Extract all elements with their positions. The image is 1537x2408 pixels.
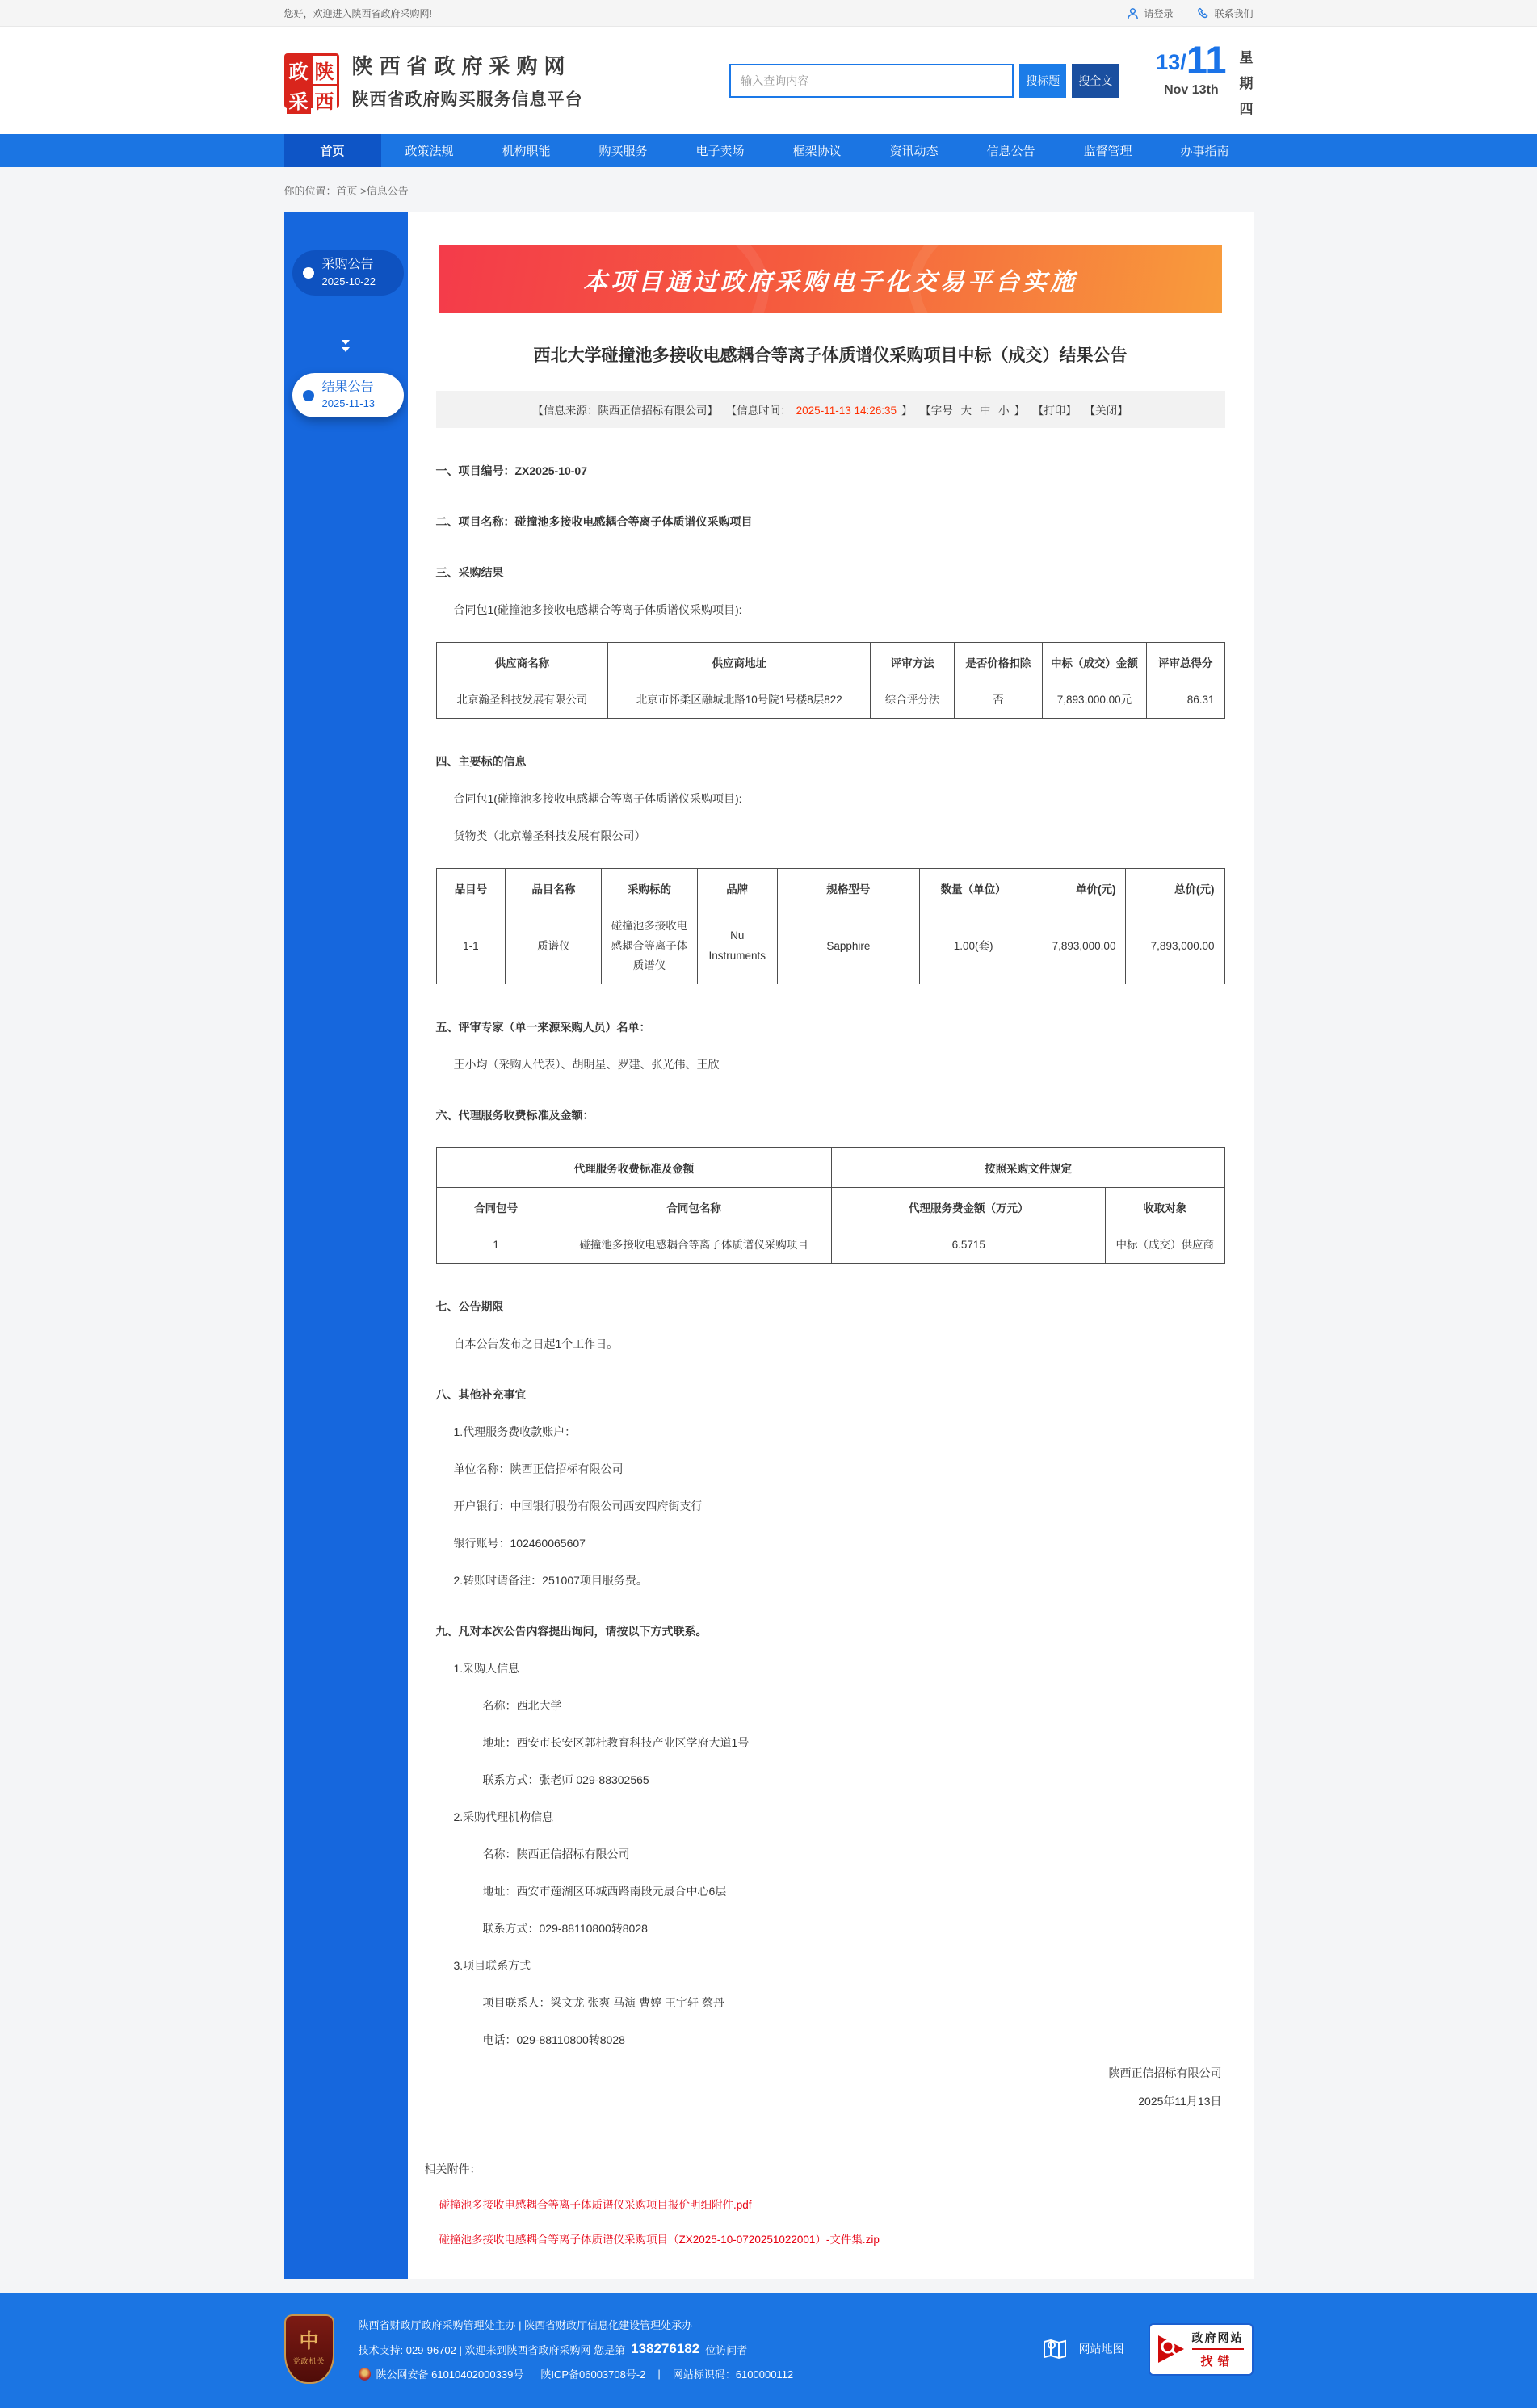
top-utility-bar — [0, 0, 1537, 27]
timeline-dot — [303, 390, 314, 401]
contact-line: 名称：西北大学 — [482, 1699, 562, 1713]
info-time: 2025-11-13 14:26:35 — [796, 405, 897, 417]
section-main-subject-info: 四、主要标的信息 — [435, 755, 527, 769]
section-experts: 五、评审专家（单一来源采购人员）名单： — [435, 1021, 651, 1034]
icp-beian-link[interactable]: 陕ICP备06003708号-2 — [540, 2368, 646, 2381]
main-nav — [0, 134, 1537, 167]
nav-item-functions[interactable]: 机构职能 — [502, 145, 551, 158]
contact-line: 1.采购人信息 — [453, 1662, 520, 1676]
announcement-period-text: 自本公告发布之日起1个工作日。 — [453, 1337, 619, 1351]
date-month: 11 — [1186, 38, 1227, 81]
contact-line: 联系方式：张老师 029-88302565 — [482, 1773, 649, 1787]
col-price-deduction: 是否价格扣除 — [954, 643, 1042, 682]
col-supplier-address: 供应商地址 — [608, 643, 871, 682]
info-source: 【信息来源：陕西正信招标有限公司】 — [532, 405, 718, 417]
sitemap-link[interactable]: 网站地图 — [1040, 2335, 1124, 2364]
col-procurement-subject: 采购标的 — [602, 869, 697, 908]
announcement-content — [408, 212, 1254, 2279]
search-title-button[interactable]: 搜标题 — [1019, 64, 1066, 98]
search-bar — [729, 64, 1119, 98]
contact-line: 地址：西安市莲湖区环城西路南段元晟合中心6层 — [482, 1885, 727, 1898]
nav-item-policies[interactable]: 政策法规 — [405, 145, 454, 158]
contact-line: 电话：029-88110800转8028 — [482, 2033, 625, 2047]
contact-line: 名称：陕西正信招标有限公司 — [482, 1848, 630, 1861]
package-note: 合同包1(碰撞池多接收电感耦合等离子体质谱仪采购项目): — [453, 603, 742, 616]
search-fulltext-button[interactable]: 搜全文 — [1072, 64, 1119, 98]
site-footer — [0, 2293, 1537, 2408]
search-input[interactable] — [729, 64, 1014, 98]
site-code: 网站标识码：6100000112 — [672, 2368, 794, 2381]
gongan-beian-link[interactable]: 陕公网安备 61010402000339号 — [376, 2368, 524, 2381]
experts-list: 王小均（采购人代表）、胡明星、罗建、张光伟、王欣 — [453, 1058, 720, 1072]
col-package-no: 合同包号 — [436, 1188, 556, 1227]
nav-item-emall[interactable]: 电子卖场 — [695, 145, 745, 158]
contact-line: 2.采购代理机构信息 — [453, 1810, 554, 1824]
error-finder-icon — [1158, 2334, 1186, 2364]
attachments-label: 相关附件： — [424, 2163, 481, 2176]
supplementary-line: 1.代理服务费收款账户： — [453, 1425, 577, 1439]
supplementary-line: 单位名称：陕西正信招标有限公司 — [453, 1462, 624, 1476]
site-header — [0, 27, 1537, 134]
nav-item-supervision[interactable]: 监督管理 — [1083, 145, 1132, 158]
col-quantity: 数量（单位） — [919, 869, 1027, 908]
nav-item-purchase-services[interactable]: 购买服务 — [598, 145, 648, 158]
supplier-result-table — [436, 642, 1225, 719]
col-group-per-document: 按照采购文件规定 — [832, 1148, 1224, 1188]
attachment-link-zip[interactable]: 碰撞池多接收电感耦合等离子体质谱仪采购项目（ZX2025-10-0720251022001）-文件集.zip — [439, 2234, 880, 2246]
breadcrumb-separator: > — [357, 185, 367, 197]
supplementary-line: 开户银行：中国银行股份有限公司西安四府街支行 — [453, 1500, 703, 1513]
phone-icon — [1197, 7, 1209, 19]
date-widget — [1156, 38, 1254, 118]
nav-item-news[interactable]: 资讯动态 — [889, 145, 939, 158]
print-button[interactable]: 【打印】 — [1032, 405, 1077, 417]
fontsize-prefix: 【字号 — [920, 405, 953, 417]
weekday-label: 星 期 四 — [1239, 50, 1254, 117]
login-link[interactable]: 请登录 — [1127, 6, 1173, 20]
nav-item-framework[interactable]: 框架协议 — [792, 145, 842, 158]
subject-detail-table — [436, 868, 1225, 984]
col-total-score: 评审总得分 — [1146, 643, 1224, 682]
visitor-count: 138276182 — [631, 2341, 700, 2357]
package-note-2: 合同包1(碰撞池多接收电感耦合等离子体质谱仪采购项目): — [453, 792, 742, 806]
party-government-badge: 中 党政机关 — [284, 2314, 334, 2384]
col-item-name: 品目名称 — [506, 869, 602, 908]
col-award-amount: 中标（成交）金额 — [1043, 643, 1147, 682]
supplementary-line: 银行账号：102460065607 — [453, 1537, 586, 1550]
section-procurement-result: 三、采购结果 — [435, 566, 504, 579]
contact-line: 联系方式：029-88110800转8028 — [482, 1922, 648, 1936]
announcement-timeline-sidebar — [284, 212, 408, 2279]
site-subtitle: 陕西省政府购买服务信息平台 — [351, 90, 583, 109]
col-review-method: 评审方法 — [871, 643, 954, 682]
footer-support-line: 技术支持: 029-96702 | 欢迎来到陕西省政府采购网 您是第 138276182 位访问者 — [358, 2341, 748, 2357]
col-package-name: 合同包名称 — [556, 1188, 832, 1227]
signature-date: 2025年11月13日 — [1138, 2095, 1222, 2108]
contact-line: 项目联系人：梁文龙 张爽 马演 曹婷 王宇轩 蔡丹 — [482, 1996, 724, 2010]
timeline-arrow-icon — [284, 317, 408, 352]
supplementary-line: 2.转账时请备注：251007项目服务费。 — [453, 1574, 648, 1588]
col-fee-payer: 收取对象 — [1106, 1188, 1224, 1227]
col-group-fee-standard: 代理服务收费标准及金额 — [436, 1148, 832, 1188]
gov-site-error-report-badge[interactable]: 政府网站 找错 — [1149, 2323, 1254, 2376]
public-security-badge-icon — [359, 2368, 371, 2381]
breadcrumb-current: 信息公告 — [366, 185, 409, 197]
timeline-dot — [303, 267, 314, 279]
section-announcement-period: 七、公告期限 — [435, 1300, 504, 1314]
section-project-number: 一、项目编号：ZX2025-10-07 — [435, 464, 588, 477]
col-item-no: 品目号 — [436, 869, 506, 908]
signature-company: 陕西正信招标有限公司 — [1108, 2066, 1222, 2080]
col-unit-price: 单价(元) — [1027, 869, 1126, 908]
col-total-price: 总价(元) — [1126, 869, 1224, 908]
sidebar-item-procurement-notice[interactable]: 采购公告 2025-10-22 — [292, 250, 404, 296]
footer-beian-line: 陕公网安备 61010402000339号 陕ICP备06003708号-2 | 网站标识码：6100000112 — [359, 2366, 794, 2381]
site-title: 陕西省政府采购网 — [351, 54, 572, 78]
close-button[interactable]: 【关闭】 — [1084, 405, 1128, 417]
info-time-prefix: 【信息时间： — [725, 405, 792, 417]
user-icon — [1127, 7, 1139, 19]
e-trading-platform-banner: 本项目通过政府采购电子化交易平台实施 — [439, 245, 1222, 313]
col-agency-fee-amount: 代理服务费金额（万元） — [832, 1188, 1106, 1227]
table-row: 1 碰撞池多接收电感耦合等离子体质谱仪采购项目 6.5715 中标（成交）供应商 — [436, 1227, 1224, 1264]
table-row: 1-1 质谱仪 碰撞池多接收电感耦合等离子体质谱仪 Nu Instruments Sapphire 1.00(套) 7,893,000.00 7,893,000.00 — [436, 908, 1224, 984]
signature-block — [436, 2059, 1225, 2116]
col-brand: 品牌 — [697, 869, 778, 908]
breadcrumb-home-link[interactable]: 首页 — [336, 185, 358, 197]
map-icon — [1040, 2335, 1069, 2364]
contact-line: 3.项目联系方式 — [453, 1959, 531, 1973]
table-row: 北京瀚圣科技发展有限公司 北京市怀柔区融城北路10号院1号楼8层822 综合评分法 否 7,893,000.00元 86.31 — [436, 682, 1224, 719]
goods-category-note: 货物类（北京瀚圣科技发展有限公司） — [453, 829, 646, 843]
breadcrumb — [0, 167, 1537, 212]
section-agency-fee: 六、代理服务收费标准及金额： — [435, 1109, 594, 1122]
nav-item-announcements[interactable]: 信息公告 — [986, 145, 1035, 158]
contact-us-link[interactable]: 联系我们 — [1197, 6, 1253, 20]
nav-item-guide[interactable]: 办事指南 — [1180, 145, 1229, 158]
section-contact: 九、凡对本次公告内容提出询问，请按以下方式联系。 — [435, 1625, 708, 1638]
fontsize-large-button[interactable]: 大 — [960, 405, 972, 417]
welcome-text: 您好，欢迎进入陕西省政府采购网! — [283, 7, 432, 19]
breadcrumb-prefix: 你的位置： — [283, 185, 337, 197]
agency-fee-table — [436, 1147, 1225, 1264]
announcement-meta-bar: 【信息来源：陕西正信招标有限公司】 【信息时间： 2025-11-13 14:26:35 】 【字号 大 中 小 】 【打印】 【关闭】 — [436, 391, 1225, 428]
fontsize-medium-button[interactable]: 中 — [979, 405, 991, 417]
attachment-link-pdf[interactable]: 碰撞池多接收电感耦合等离子体质谱仪采购项目报价明细附件.pdf — [439, 2199, 752, 2212]
fontsize-small-button[interactable]: 小 — [998, 405, 1010, 417]
site-logo: 政 陕 采 西 — [284, 53, 339, 108]
col-supplier-name: 供应商名称 — [436, 643, 608, 682]
footer-sponsor-line: 陕西省财政厅政府采购管理处主办 | 陕西省财政厅信息化建设管理处承办 — [358, 2319, 693, 2332]
date-day: 13/ — [1156, 50, 1186, 75]
contact-line: 地址：西安市长安区郭杜教育科技产业区学府大道1号 — [482, 1736, 750, 1750]
section-supplementary: 八、其他补充事宜 — [435, 1388, 527, 1402]
nav-item-home[interactable]: 首页 — [284, 134, 381, 167]
announcement-title: 西北大学碰撞池多接收电感耦合等离子体质谱仪采购项目中标（成交）结果公告 — [533, 346, 1128, 365]
date-english: Nov 13th — [1164, 83, 1219, 98]
sidebar-item-result-notice[interactable]: 结果公告 2025-11-13 — [292, 373, 404, 418]
section-project-name: 二、项目名称：碰撞池多接收电感耦合等离子体质谱仪采购项目 — [435, 515, 753, 528]
col-model: 规格型号 — [778, 869, 920, 908]
